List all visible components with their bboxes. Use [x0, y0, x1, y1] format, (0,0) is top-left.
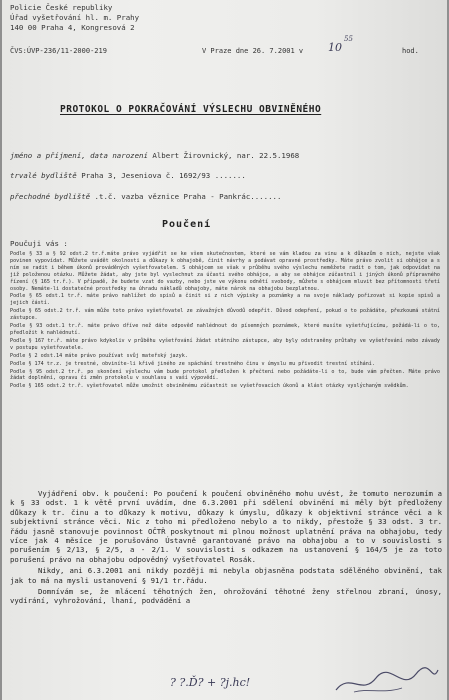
temporary-residence-field	[10, 192, 281, 201]
rights-paragraph: Podle § 174 tr.z. je trestné, obviníte-li křivě jiného ze spáchání trestného činu v úmyslu mu přivodit trestní stíhání.	[10, 360, 375, 367]
statement-paragraph: Nikdy, ani 6.3.2001 ani nikdy později mi nebyla objasněna podstata sdělěného obvinění, tak jak to má na mysli ustanovení § 91/1 tr.řádu.	[10, 566, 442, 585]
name-value: Albert Žirovnický, nar. 22.5.1968	[152, 151, 300, 160]
handwritten-hour: 10	[328, 41, 342, 54]
temporary-residence-value: .t.č. vazba věznice Praha - Pankrác.......	[94, 192, 282, 201]
rights-paragraph: Podle § 93 odst.1 tr.ř. máte právo dříve než dáte odpověď nahlédnout do písemných poznámek, které musíte vyšetřujícímu, požádá-li o to, předložit k nahlédnutí.	[10, 323, 440, 336]
pouceni-intro: Poučuji vás :	[10, 239, 68, 248]
rights-advice-block	[10, 251, 440, 391]
statement-paragraph: Domnívám se, že mlácení těhotných žen, ohrožování těhotné ženy střelnou zbraní, únosy, vydírání, vyhrožování, lhaní, podvádění a	[10, 587, 442, 606]
header-line-1: Policie České republiky	[10, 3, 113, 12]
pouceni-heading: Poučení	[162, 219, 212, 230]
case-reference-number: ČVS:ÚVP-236/11-2000-219	[10, 47, 107, 55]
header-line-2: Úřad vyšetřování hl. m. Prahy	[10, 13, 140, 22]
statement-paragraph: Vyjádření obv. k poučení: Po poučení k poučení obviněného mohu uvést, že tomuto nerozumím a k § 33 odst. 1 k větě první uvádím, dne 6.3.2001 při sdělení obvinění mi měly být předloženy důkazy k tr. činu a to důkazy k motivu, důkazy k úmyslu, důkazy k objektivní stránce věci a k subjektivní stránce věci. Nic z toho mi předloženo nebylo a to nikdy, přestože § 33 odst. 3 tr. řádu jasně stanovuje povinnost OČTŘ poskytnout mi plnou možnost uplatnění práva na obhajobu, tedy více jak 4 měsíce je porušováno Ústavně garantované právo na obhajobu a to v souvislosti s porušením § 2/13, § 2/5, a - 2/1. V souvislosti s odkazem na ustanovení § 164/5 je za toto porušení právo na obhajobu odpovědný vyšetřovatel Rosák.	[10, 489, 442, 564]
residence-value: Praha 3, Jeseniova č. 1692/93 .......	[81, 171, 246, 180]
header-line-3: 140 00 Praha 4, Kongresová 2	[10, 23, 135, 32]
protocol-title: PROTOKOL O POKRAČOVÁNÍ VÝSLECHU OBVINĚNÉHO	[60, 104, 322, 115]
place-and-date: V Praze dne 26. 7.2001 v	[202, 47, 304, 55]
handwritten-annotation: ? ?.Ď? + ?j.hc!	[170, 676, 251, 689]
document-page	[2, 0, 447, 700]
rights-paragraph: Podle § 65 odst.1 tr.ř. máte právo nahlížet do spisů a činit si z nich výpisky a poznámky a na svoje náklady pořizovat si kopie spisů a jejich částí.	[10, 293, 440, 307]
rights-paragraph: Podle § 95 odst.2 tr.ř. po skončení výslechu vám bude protokol předložen k přečtení nebo požádáte-li o to, bude vám přečten. Máte právo žádat doplnění, opravu či změn protokolu v souhlasu s vaší výpovědí.	[10, 368, 440, 382]
rights-paragraph: Podle § 167 tr.ř. máte právo kdykoliv v průběhu vyšetřování žádat státního zástupce, aby byly odstraněny průtahy ve vyšetřování nebo závady v postupu vyšetřovatele.	[10, 337, 440, 351]
name-label: jméno a příjmení, data narození	[10, 151, 148, 160]
name-field	[10, 151, 299, 160]
ink-scribble	[332, 662, 442, 698]
rights-paragraph: Podle § 165 odst.2 tr.ř. vyšetřovatel může umožnit obviněnému zúčastnit se vyšetřovacích úkonů a klást otázky vyslýchaným svědkům.	[10, 383, 409, 390]
residence-field	[10, 171, 246, 180]
hour-label: hod.	[402, 47, 419, 55]
handwritten-minutes: 55	[344, 35, 353, 43]
residence-label: trvalé bydliště	[10, 171, 77, 180]
rights-paragraph: Podle § 33 a § 92 odst.2 tr.ř.máte právo vyjádřit se ke všem skutečnostem, které se vám kladou za vinu a k důkazům o nich, nejste však povinen vypovídat. Můžete uvádět okolnosti a důkazy k obhajobě, činit návrhy a podávat opravné prostředky. Máte právo zvolit si obhájce a s ním se radit i během úkonů prováděných vyšetřovatelem. S obhájcem se však v průběhu svého výslechu neměžete radit o tom, jak odpovídat na již položenou otázku. Můžete žádat, aby jste byl vyslechnut za účasti svého obhájce, a aby se obhájce zúčastnil i jiných úkonů přípravného řízení (§ 165 tr.ř.). V případě, že budete vzat do vazby, nebo jste ve výkonu odnětí svobody, můžete s obhájcem mluvit bez přítomnosti třetí osoby. Nemáte-li dostatečné prostředky na úhradu nákladů obhajoby, máte nárok na obhajobu bezplatnou.	[10, 251, 440, 292]
statement-block	[10, 489, 442, 608]
temporary-residence-label: přechodné bydliště	[10, 192, 91, 201]
rights-paragraph: Podle § 2 odst.14 máte právo používat svůj mateřský jazyk.	[10, 352, 188, 359]
rights-paragraph: Podle § 65 odst.2 tr.ř. vám může toto právo vyšetřovatel ze závažných důvodů odepřít. Důvod odepření, pokud o to požádáte, přezkoumá státní zástupce.	[10, 308, 440, 322]
